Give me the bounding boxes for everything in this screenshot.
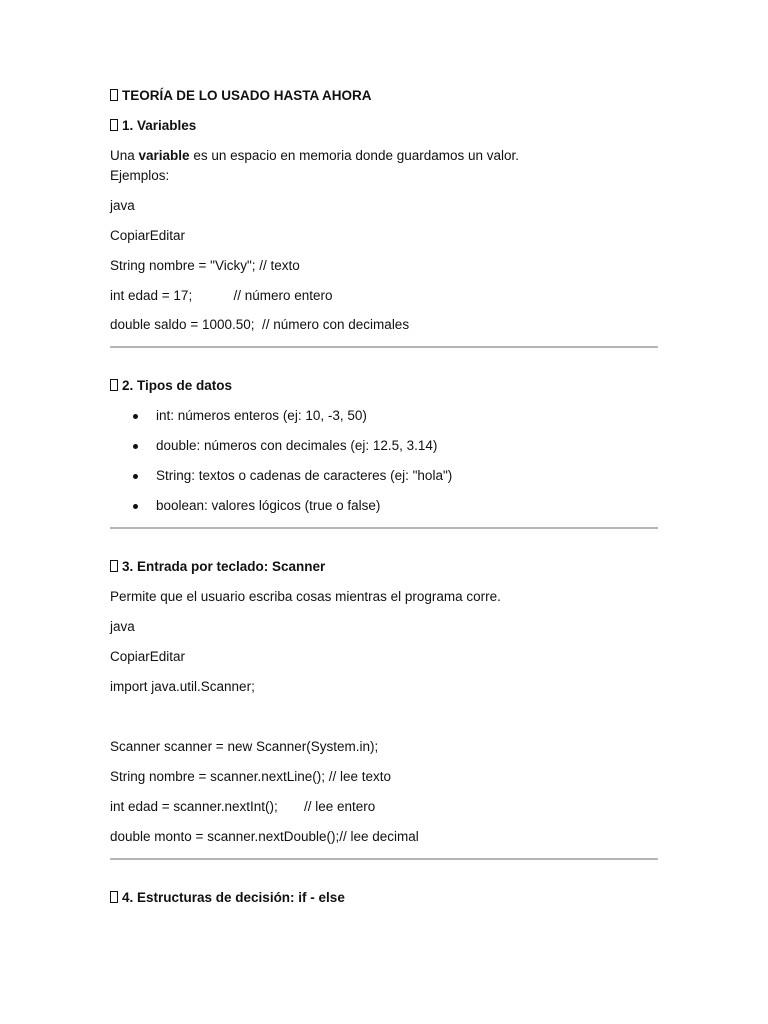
- code-line: String nombre = scanner.nextLine(); // lee texto: [110, 769, 392, 784]
- list-item: [110, 436, 658, 456]
- missing-glyph-icon: [110, 119, 118, 131]
- bullet-icon: [133, 444, 138, 449]
- missing-glyph-icon: [110, 89, 118, 101]
- document-title-text: TEORÍA DE LO USADO HASTA AHORA: [122, 88, 372, 103]
- missing-glyph-icon: [110, 891, 118, 903]
- code-line: int edad = scanner.nextInt(); // lee entero: [110, 799, 376, 814]
- bullet-icon: [133, 474, 138, 479]
- list-item-text: String: textos o cadenas de caracteres (ej: "hola"): [156, 468, 453, 483]
- section-heading-text: 3. Entrada por teclado: Scanner: [122, 559, 326, 574]
- section-heading-data-types: [110, 376, 658, 396]
- list-item: [110, 466, 658, 486]
- list-item: [110, 406, 658, 426]
- examples-label: Ejemplos:: [110, 168, 170, 183]
- section-heading-text: 2. Tipos de datos: [122, 378, 233, 393]
- code-line: import java.util.Scanner;: [110, 679, 255, 694]
- section-heading-if-else: [110, 888, 658, 908]
- intro-bold-term: variable: [138, 148, 190, 163]
- code-language-label: java: [110, 619, 135, 634]
- variables-intro: [110, 146, 658, 166]
- intro-text: Una: [110, 148, 139, 163]
- copy-edit-label: CopiarEditar: [110, 649, 186, 664]
- missing-glyph-icon: [110, 379, 118, 391]
- code-line: double monto = scanner.nextDouble();// lee decimal: [110, 829, 419, 844]
- document-title: [110, 86, 658, 106]
- code-line: String nombre = "Vicky"; // texto: [110, 258, 300, 273]
- code-line: double saldo = 1000.50; // número con decimales: [110, 317, 410, 332]
- copy-edit-label: CopiarEditar: [110, 228, 186, 243]
- missing-glyph-icon: [110, 560, 118, 572]
- code-line: int edad = 17; // número entero: [110, 288, 333, 303]
- bullet-icon: [133, 414, 138, 419]
- list-item-text: int: números enteros (ej: 10, -3, 50): [156, 408, 367, 423]
- section-heading-text: 1. Variables: [122, 118, 197, 133]
- list-item-text: boolean: valores lógicos (true o false): [156, 498, 381, 513]
- code-line: Scanner scanner = new Scanner(System.in);: [110, 739, 379, 754]
- document-body: [110, 86, 658, 908]
- section-heading-text: 4. Estructuras de decisión: if - else: [122, 890, 345, 905]
- section-heading-scanner: [110, 557, 658, 577]
- list-item: [110, 496, 658, 516]
- bullet-icon: [133, 504, 138, 509]
- data-types-list: [110, 406, 658, 516]
- list-item-text: double: números con decimales (ej: 12.5, 3.14): [156, 438, 438, 453]
- code-language-label: java: [110, 198, 135, 213]
- intro-text-rest: es un espacio en memoria donde guardamos un valor.: [189, 148, 520, 163]
- scanner-intro: Permite que el usuario escriba cosas mientras el programa corre.: [110, 589, 501, 604]
- section-heading-variables: [110, 116, 658, 136]
